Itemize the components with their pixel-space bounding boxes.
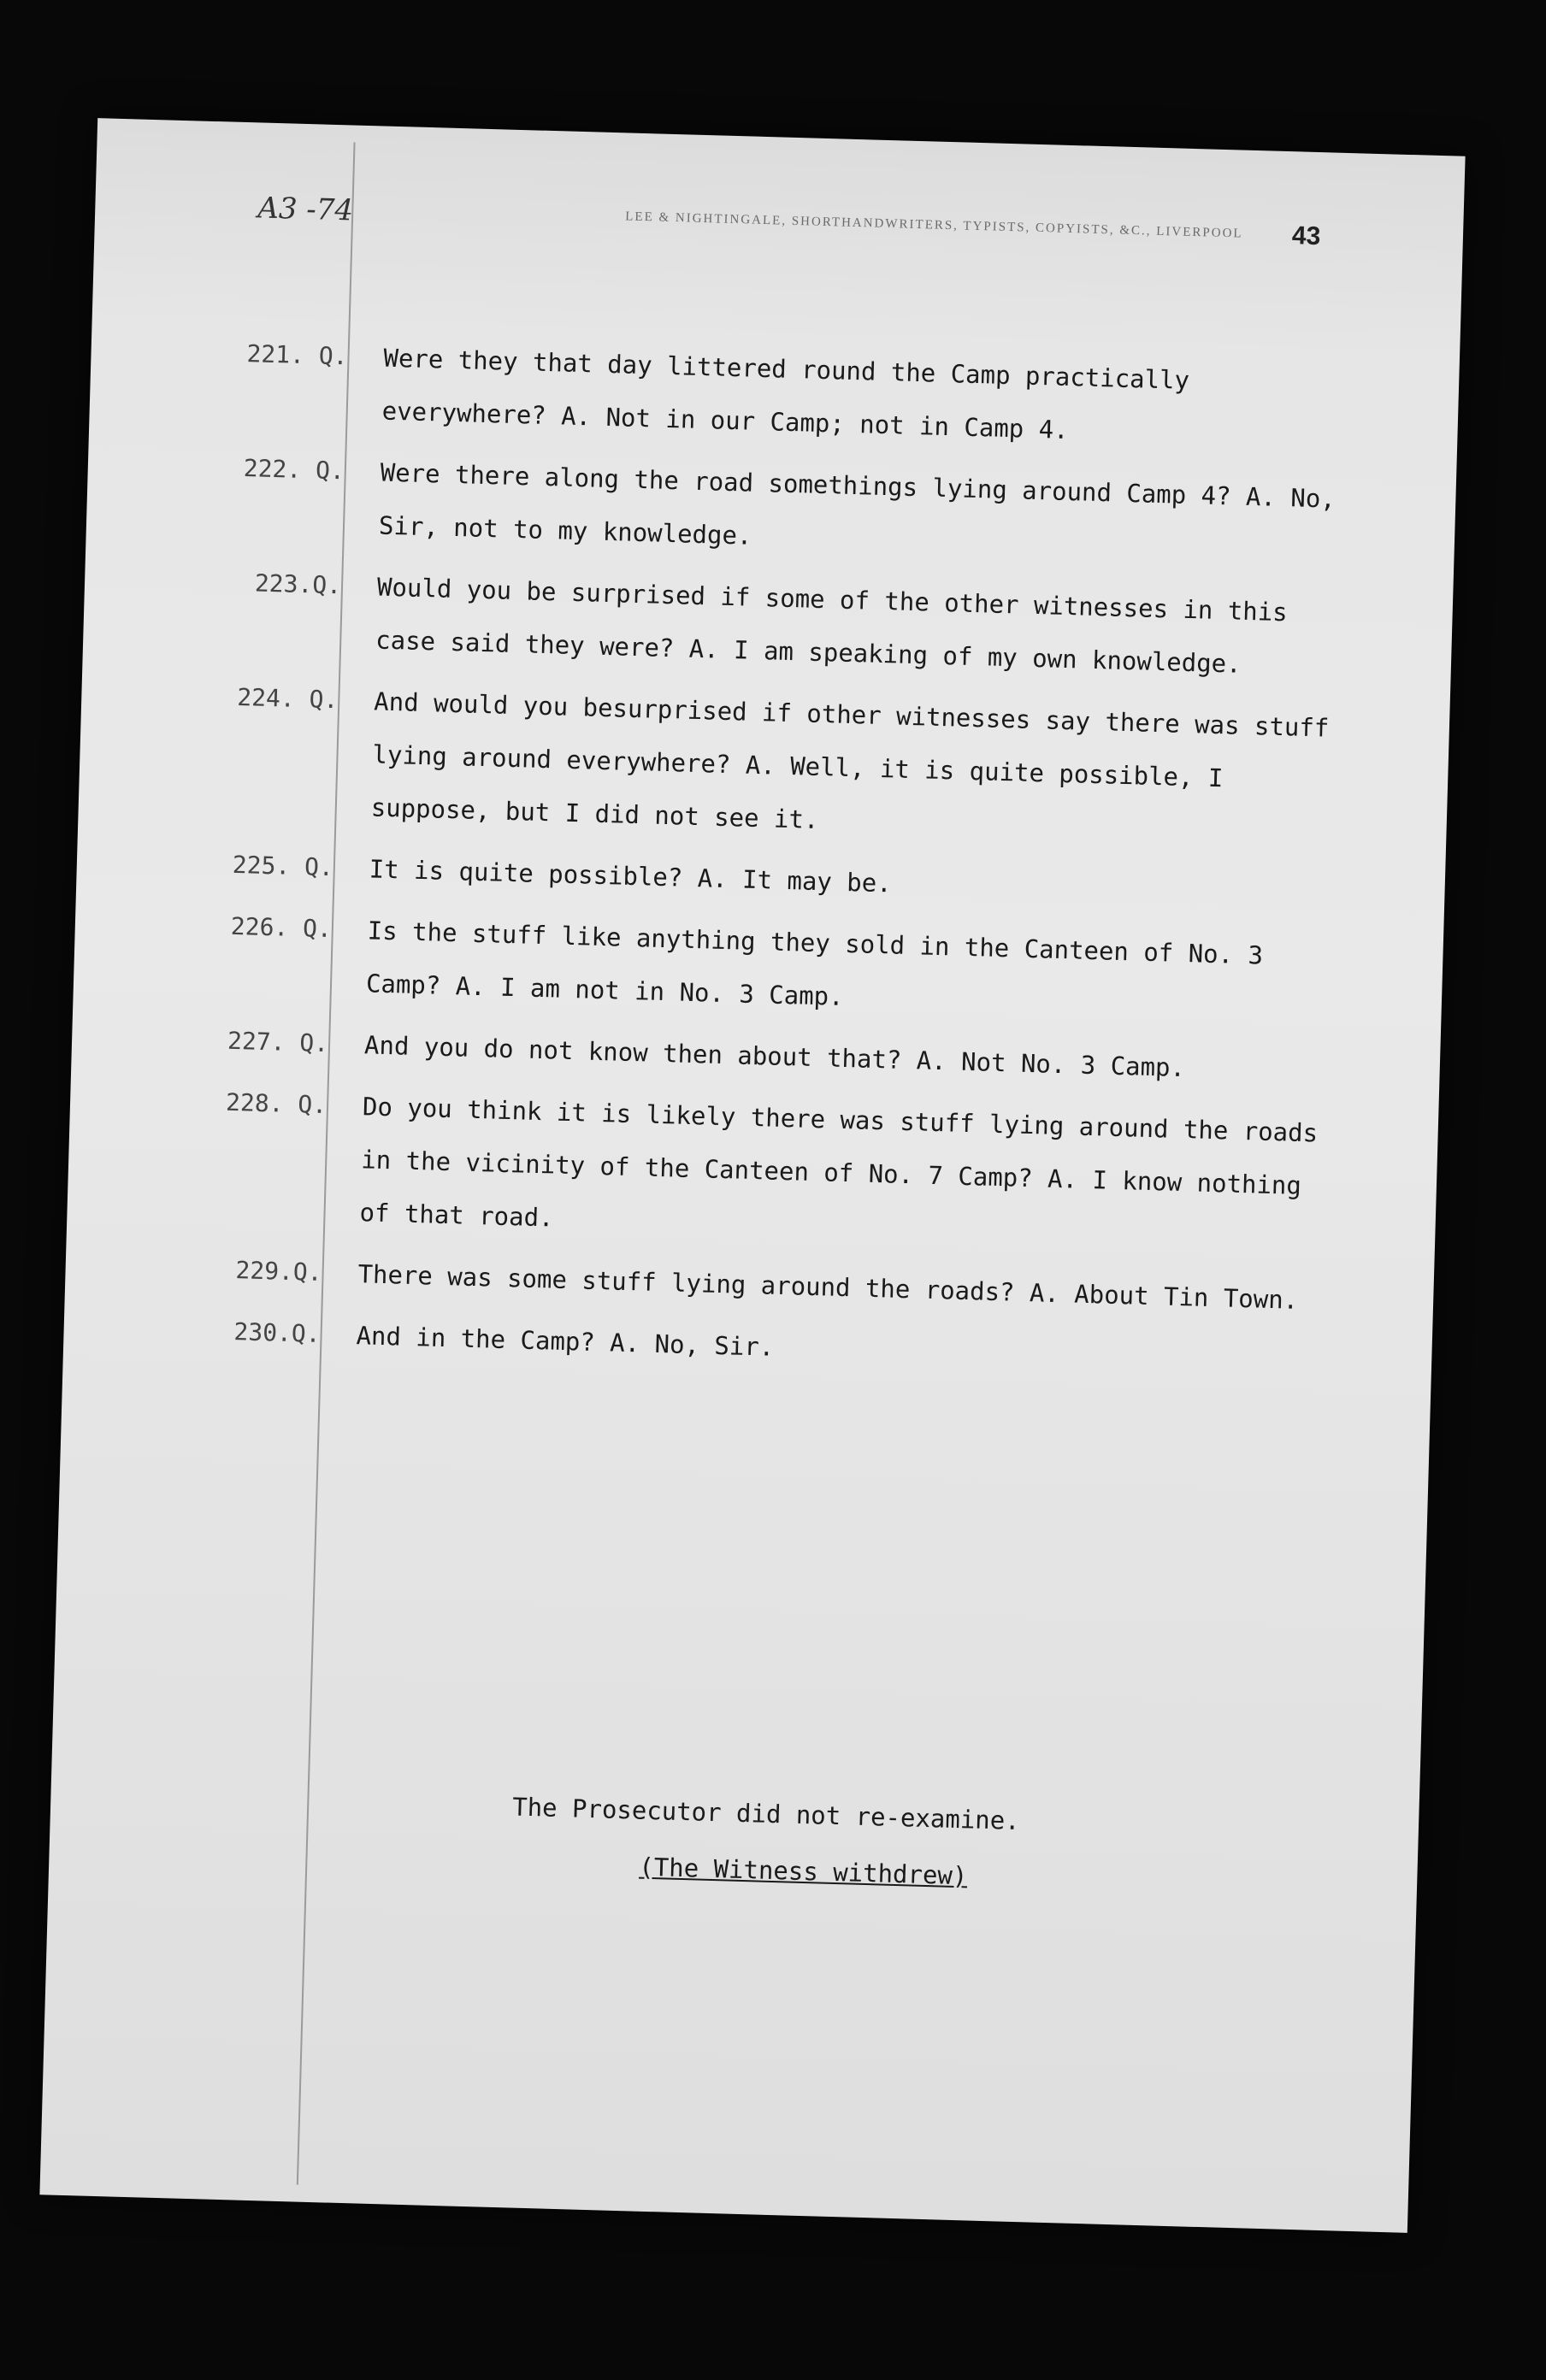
- question-text: Were they that day littered round the Camp practically everywhere? A. Not in our Camp; not in Camp 4.: [381, 343, 1190, 445]
- question-text: And would you besurprised if other witnesses say there was stuff lying around everywhere? A. Well, it is quite possible, I suppose, but I did not see it.: [370, 686, 1330, 834]
- question-text: Would you be surprised if some of the other witnesses in this case said they were? A. I am speaking of my own knowledge.: [375, 572, 1289, 679]
- question-number: 226. Q.: [230, 911, 333, 944]
- question-text: Do you think it is likely there was stuff lying around the roads in the vicinity of the Canteen of No. 7 Camp? A. I know nothing of that road.: [359, 1092, 1319, 1233]
- question-text: It is quite possible? A. It may be.: [369, 854, 893, 898]
- witness-withdrew-note: [639, 1841, 1409, 1915]
- transcript: [174, 327, 1417, 1399]
- question-text: And in the Camp? A. No, Sir.: [356, 1321, 775, 1362]
- letterhead: LEE & NIGHTINGALE, SHORTHANDWRITERS, TYPISTS, COPYISTS, &C., LIVERPOOL: [625, 209, 1243, 241]
- question-number: 221. Q.: [246, 339, 349, 371]
- question-text: Is the stuff like anything they sold in the Canteen of No. 3 Camp? A. I am not in No. 3 Camp.: [365, 916, 1264, 1011]
- question-text: And you do not know then about that? A. Not No. 3 Camp.: [363, 1030, 1186, 1083]
- question-number: 228. Q.: [225, 1087, 327, 1120]
- transcript-entry: [189, 670, 1407, 863]
- question-number: 225. Q.: [232, 850, 334, 882]
- transcript-entry: [178, 1075, 1396, 1268]
- question-number: 222. Q.: [243, 454, 345, 486]
- question-number: 224. Q.: [236, 682, 339, 715]
- question-number: 223.Q.: [254, 568, 342, 600]
- question-number: 229.Q.: [235, 1256, 323, 1287]
- document-page: [39, 118, 1465, 2233]
- question-text: Were there along the road somethings lying around Camp 4? A. No, Sir, not to my knowledge.: [378, 457, 1337, 551]
- question-number: 227. Q.: [227, 1026, 329, 1058]
- question-text: There was some stuff lying around the roads? A. About Tin Town.: [357, 1259, 1299, 1315]
- question-number: 230.Q.: [233, 1317, 322, 1348]
- witness-withdrew-text: (The Witness withdrew): [638, 1852, 968, 1891]
- handwritten-mark: A3 -74: [257, 191, 354, 228]
- page-number: 43: [1291, 221, 1321, 251]
- prosecutor-note: The Prosecutor did not re-examine.: [511, 1792, 1021, 1836]
